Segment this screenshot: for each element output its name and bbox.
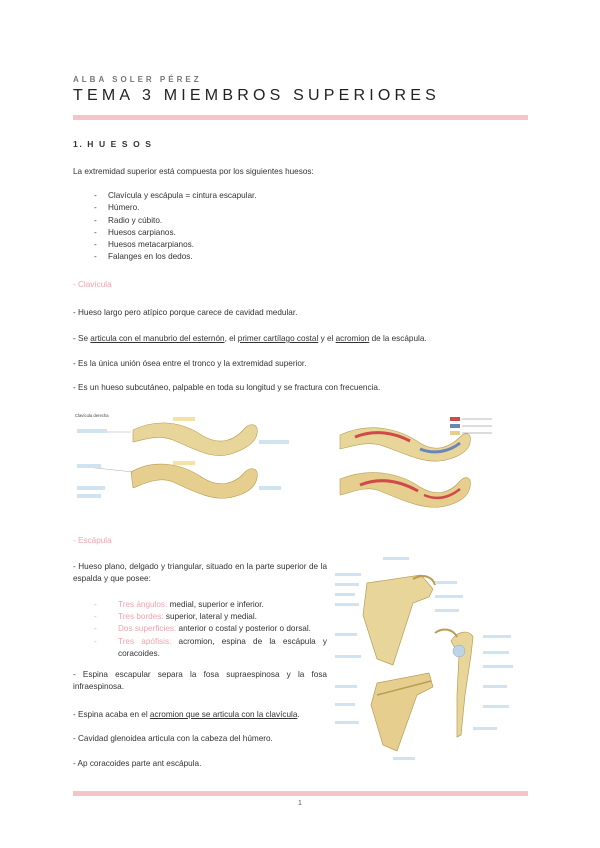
clavicula-p2: - Se articula con el manubrio del esternón, el primer cartílago costal y el acromion de la escápula. bbox=[73, 334, 427, 343]
list-item: - Húmero. bbox=[94, 203, 257, 215]
list-item: - Tres bordes: superior, lateral y medial. bbox=[94, 611, 327, 623]
clavicle-superior-view bbox=[133, 423, 257, 456]
list-item: - Tres ángulos: medial, superior e inferior. bbox=[94, 599, 327, 611]
list-item: - Tres apófisis: acromion, espina de la escápula y coracoides. bbox=[94, 636, 327, 660]
list-item: - Falanges en los dedos. bbox=[94, 252, 257, 264]
scapula-posterior-view bbox=[371, 673, 433, 751]
list-item: - Dos superficies: anterior o costal y posterior o dorsal. bbox=[94, 623, 327, 635]
list-item: - Huesos metacarpianos. bbox=[94, 240, 257, 252]
scapula-anterior-view bbox=[363, 575, 433, 665]
footer-divider bbox=[73, 791, 528, 796]
clavicle-anatomy-illustration bbox=[73, 410, 295, 508]
intro-text: La extremidad superior está compuesta por los siguientes huesos: bbox=[73, 167, 314, 176]
figure-title: Clavícula derecha bbox=[75, 413, 109, 418]
clavicula-p3: - Es la única unión ósea entre el tronco y la extremidad superior. bbox=[73, 359, 307, 368]
clavicula-heading: - Clavícula bbox=[73, 280, 112, 289]
escapula-features-list bbox=[94, 599, 327, 660]
escapula-p2: - Espina escapular separa la fosa supraespinosa y la fosa infraespinosa. bbox=[73, 670, 327, 692]
page-number: 1 bbox=[298, 800, 302, 807]
scapula-anatomy-illustration bbox=[333, 555, 528, 760]
list-item: - Huesos carpianos. bbox=[94, 228, 257, 240]
page-title: TEMA 3 MIEMBROS SUPERIORES bbox=[73, 87, 441, 104]
escapula-p4: - Cavidad glenoidea articula con la cabeza del húmero. bbox=[73, 734, 273, 743]
header-divider bbox=[73, 115, 528, 120]
escapula-p1: - Hueso plano, delgado y triangular, situado en la parte superior de la espalda y que posee: bbox=[73, 562, 327, 584]
clavicula-p4: - Es un hueso subcutáneo, palpable en toda su longitud y se fractura con frecuencia. bbox=[73, 383, 381, 392]
author-name: ALBA SOLER PÉREZ bbox=[73, 75, 202, 84]
escapula-heading: - Escápula bbox=[73, 536, 112, 545]
list-item: - Clavícula y escápula = cintura escapular. bbox=[94, 191, 257, 203]
section-heading: 1. H U E S O S bbox=[73, 139, 153, 149]
bones-list bbox=[94, 191, 257, 265]
list-item: - Radio y cúbito. bbox=[94, 216, 257, 228]
clavicle-muscle-attachments-illustration bbox=[300, 415, 500, 515]
clavicula-p1: - Hueso largo pero atípico porque carece de cavidad medular. bbox=[73, 308, 298, 317]
clavicle-inferior-view bbox=[131, 464, 257, 498]
escapula-p5: - Ap coracoides parte ant escápula. bbox=[73, 759, 202, 768]
escapula-p3: - Espina acaba en el acromion que se articula con la clavícula. bbox=[73, 710, 300, 719]
